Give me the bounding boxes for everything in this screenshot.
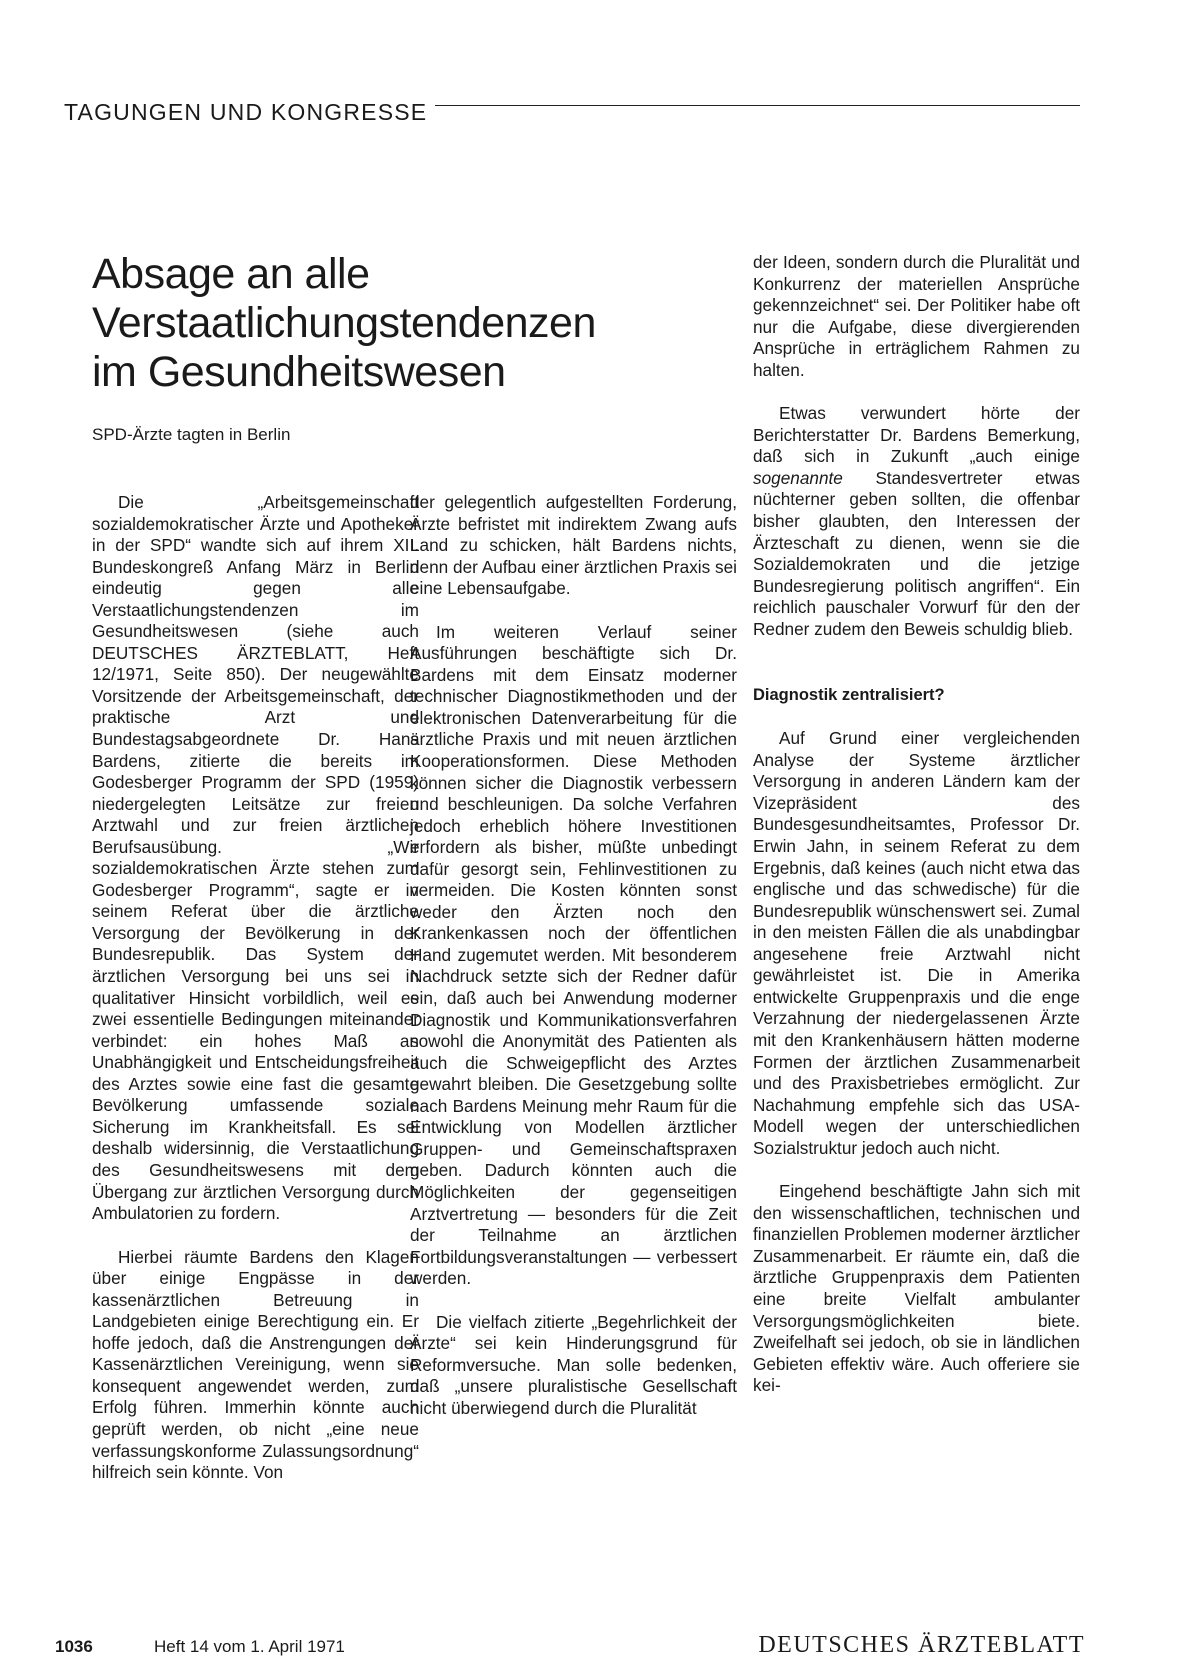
title-line: im Gesundheitswesen	[92, 348, 506, 396]
title-line: Verstaatlichungstendenzen	[92, 299, 596, 347]
page-number: 1036	[55, 1637, 93, 1656]
article-subtitle: SPD-Ärzte tagten in Berlin	[92, 425, 291, 444]
journal-name: DEUTSCHES ÄRZTEBLATT	[758, 1632, 1085, 1658]
title-line: Absage an alle	[92, 250, 370, 298]
paragraph: Auf Grund einer vergleichenden Analyse der Systeme ärztlicher Versorgung in anderen Ländern kam der Vizepräsident des Bundesgesundheitsamtes, Professor Dr. Erwin Jahn, in seinem Referat zu dem Ergebnis, daß keines (auch nicht etwa das englische und das schwedische) für die Bundesrepublik wünschenswert sei. Zumal in den meisten Fällen die als unabdingbar angesehene freie Arztwahl nicht gewährleistet ist. Die in Amerika entwickelte Gruppenpraxis und die enge Verzahnung der niedergelassenen Ärzte mit den Krankenhäusern hätten moderne Formen der ärztlichen Zusammenarbeit und des Praxisbetriebes ermöglicht. Zur Nachahmung empfehle sich das USA-Modell wegen der unterschiedlichen Sozialstruktur jedoch auch nicht.	[753, 728, 1080, 1158]
paragraph: der Ideen, sondern durch die Pluralität und Konkurrenz der materiellen Ansprüche gekennzeichnet“ sei. Der Politiker habe oft nur die Aufgabe, diese divergierenden Ansprüche in erträglichem Rahmen zu halten.	[753, 252, 1080, 380]
section-heading: Diagnostik zentralisiert?	[753, 686, 945, 705]
page-footer	[55, 1632, 1085, 1665]
paragraph: der gelegentlich aufgestellten Forderung, Ärzte befristet mit indirektem Zwang aufs Land zu schicken, hält Bardens nichts, denn der Aufbau einer ärztlichen Praxis sei eine Lebensaufgabe.	[410, 492, 737, 599]
issue-info: Heft 14 vom 1. April 1971	[154, 1637, 345, 1656]
section-label: TAGUNGEN UND KONGRESSE	[64, 99, 428, 125]
text-column-3	[753, 252, 1080, 1397]
header-rule	[435, 105, 1080, 106]
paragraph: Die „Arbeitsgemeinschaft sozialdemokratischer Ärzte und Apotheker in der SPD“ wandte sich auf ihrem XII. Bundeskongreß Anfang März in Berlin eindeutig gegen alle Verstaatlichungstendenzen im Gesundheitswesen (siehe auch DEUTSCHES ÄRZTEBLATT, Heft 12/1971, Seite 850). Der neugewählte Vorsitzende der Arbeitsgemeinschaft, der praktische Arzt und Bundestagsabgeordnete Dr. Hans Bardens, zitierte die bereits im Godesberger Programm der SPD (1959) niedergelegten Leitsätze zur freien Arztwahl und zur freien ärztlichen Berufsausübung. „Wir sozialdemokratischen Ärzte stehen zum Godesberger Programm“, sagte er in seinem Referat über die ärztliche Versorgung der Bevölkerung in der Bundesrepublik. Das System der ärztlichen Versorgung bei uns sei in qualitativer Hinsicht vorbildlich, weil es zwei essentielle Bedingungen miteinander verbindet: ein hohes Maß an Unabhängigkeit und Entscheidungsfreiheit des Arztes sowie eine fast die gesamte Bevölkerung umfassende soziale Sicherung im Krankheitsfall. Es sei deshalb widersinnig, die Verstaatlichung des Gesundheitswesens mit dem Übergang zur ärztlichen Versorgung durch Ambulatorien zu fordern.	[92, 492, 419, 1224]
section-header	[64, 94, 1080, 124]
paragraph: Etwas verwundert hörte der Berichterstatter Dr. Bardens Bemerkung, daß sich in Zukunft „auch einige sogenannte Standesvertreter etwas nüchterner geben sollten, die offenbar bisher glaubten, den Interessen der Ärzteschaft zu dienen, wenn sie die Sozialdemokraten und die jetzige Bundesregierung politisch angriffen“. Ein reichlich pauschaler Vorwurf für den der Redner zudem den Beweis schuldig blieb.	[753, 403, 1080, 639]
text-column-2	[410, 492, 737, 1419]
text-column-1	[92, 492, 419, 1484]
paragraph: Hierbei räumte Bardens den Klagen über einige Engpässe in der kassenärztlichen Betreuung in Landgebieten einige Berechtigung ein. Er hoffe jedoch, daß die Anstrengungen der Kassenärztlichen Vereinigung, wenn sie konsequent angewendet werden, zum Erfolg führen. Immerhin könnte auch geprüft werden, ob nicht „eine neue verfassungskonforme Zulassungsordnung“ hilfreich sein könnte. Von	[92, 1246, 419, 1483]
emphasis: sogenannte	[753, 467, 843, 488]
article-title	[92, 250, 712, 397]
paragraph: Eingehend beschäftigte Jahn sich mit den wissenschaftlichen, technischen und finanziellen Problemen moderner ärztlicher Zusammenarbeit. Er räumte ein, daß die ärztliche Gruppenpraxis dem Patienten eine breite Vielfalt ambulanter Versorgungsmöglichkeiten biete. Zweifelhaft sei jedoch, ob sie in ländlichen Gebieten effektiv wäre. Auch offeriere sie kei-	[753, 1181, 1080, 1396]
paragraph: Im weiteren Verlauf seiner Ausführungen beschäftigte sich Dr. Bardens mit dem Einsatz moderner technischer Diagnostikmethoden und der elektronischen Datenverarbeitung für die ärztliche Praxis und mit neuen ärztlichen Kooperationsformen. Diese Methoden können sicher die Diagnostik verbessern und beschleunigen. Da solche Verfahren jedoch erheblich höhere Investitionen erfordern als bisher, müßte unbedingt dafür gesorgt sein, Fehlinvestitionen zu vermeiden. Die Kosten könnten sonst weder den Ärzten noch den Krankenkassen noch der öffentlichen Hand zugemutet werden. Mit besonderem Nachdruck setzte sich der Redner dafür ein, daß auch bei Anwendung moderner Diagnostik und Kommunikationsverfahren sowohl die Anonymität des Patienten als auch die Schweigepflicht des Arztes gewahrt bleiben. Die Gesetzgebung sollte nach Bardens Meinung mehr Raum für die Entwicklung von Modellen ärztlicher Gruppen- und Gemeinschaftspraxen geben. Dadurch könnten auch die Möglichkeiten der gegenseitigen Arztvertretung — besonders für die Zeit der Teilnahme an ärztlichen Fortbildungsveranstaltungen — verbessert werden.	[410, 621, 737, 1289]
paragraph: Die vielfach zitierte „Begehrlichkeit der Ärzte“ sei kein Hinderungsgrund für Reformversuche. Man solle bedenken, daß „unsere pluralistische Gesellschaft nicht überwiegend durch die Pluralität	[410, 1311, 737, 1418]
